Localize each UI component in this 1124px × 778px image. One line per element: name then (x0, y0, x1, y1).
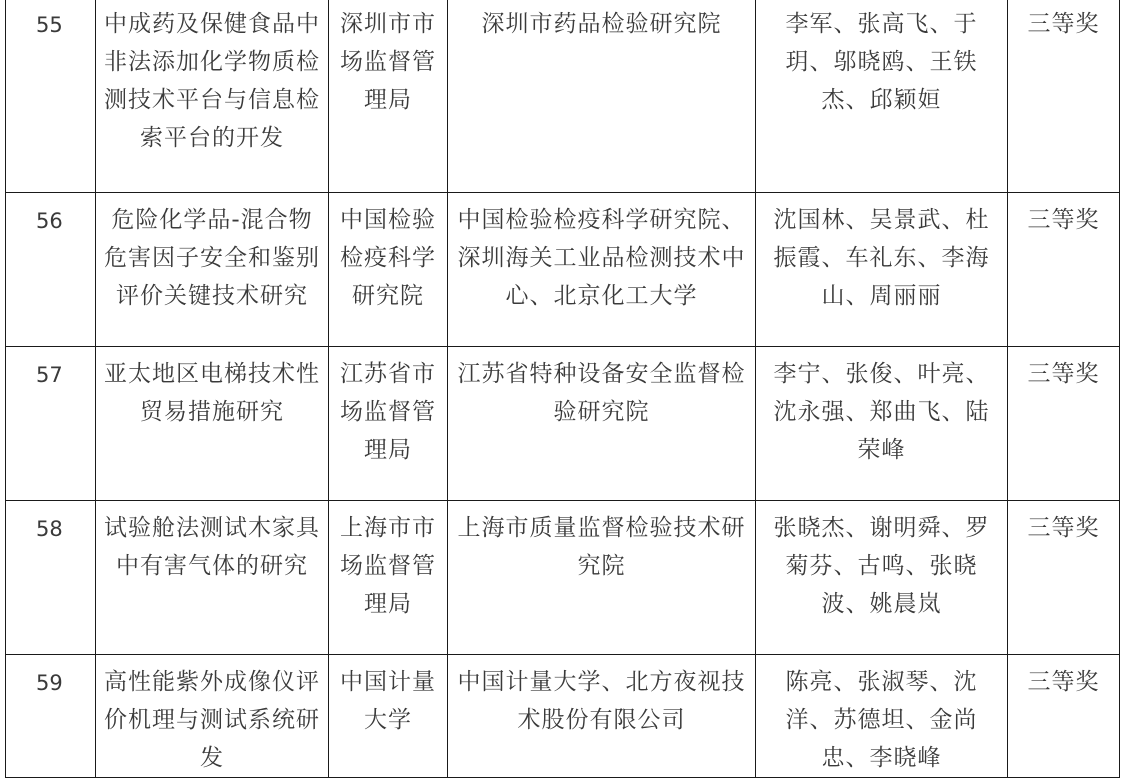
completing-persons-text: 陈亮、张淑琴、沈洋、苏德坦、金尚忠、李晓峰 (785, 669, 978, 771)
project-name (96, 501, 329, 655)
completing-persons-text: 李军、张高飞、于玥、邬晓鸥、王铁杰、邱颖姮 (785, 11, 978, 113)
project-name-text: 高性能紫外成像仪评价机理与测试系统研发 (104, 669, 320, 771)
project-name-text: 中成药及保健食品中非法添加化学物质检测技术平台与信息检索平台的开发 (104, 11, 320, 151)
completing-units (448, 655, 756, 778)
award-level (1008, 655, 1120, 778)
award-level-text: 三等奖 (1027, 515, 1100, 541)
completing-persons-text: 沈国林、吴景武、杜振霞、车礼东、李海山、周丽丽 (773, 207, 990, 309)
completing-persons (756, 347, 1008, 501)
project-name-text: 试验舱法测试木家具中有害气体的研究 (104, 515, 320, 579)
award-level (1008, 347, 1120, 501)
awards-table (5, 0, 1120, 778)
award-level-text: 三等奖 (1027, 207, 1100, 233)
completing-units (448, 0, 756, 193)
award-level-text: 三等奖 (1027, 11, 1100, 37)
nominating-unit (329, 347, 448, 501)
completing-units-text: 上海市质量监督检验技术研究院 (457, 515, 746, 579)
completing-persons (756, 655, 1008, 778)
project-name (96, 193, 329, 347)
completing-units (448, 193, 756, 347)
project-name (96, 655, 329, 778)
row-number: 56 (6, 193, 96, 347)
award-level-text: 三等奖 (1027, 361, 1100, 387)
nominating-unit (329, 0, 448, 193)
completing-persons (756, 0, 1008, 193)
table-row (6, 347, 1120, 501)
table-row (6, 501, 1120, 655)
award-level (1008, 0, 1120, 193)
nominating-unit-text: 江苏省市场监督管理局 (340, 361, 436, 463)
completing-units (448, 501, 756, 655)
completing-units-text: 深圳市药品检验研究院 (481, 11, 722, 37)
completing-persons-text: 张晓杰、谢明舜、罗菊芬、古鸣、张晓波、姚晨岚 (773, 515, 990, 617)
nominating-unit (329, 655, 448, 778)
completing-units (448, 347, 756, 501)
award-level (1008, 193, 1120, 347)
project-name (96, 347, 329, 501)
row-number: 58 (6, 501, 96, 655)
table-row (6, 655, 1120, 778)
completing-persons (756, 193, 1008, 347)
completing-units-text: 江苏省特种设备安全监督检验研究院 (457, 361, 746, 425)
project-name (96, 0, 329, 193)
nominating-unit (329, 501, 448, 655)
nominating-unit-text: 中国检验检疫科学研究院 (340, 207, 436, 309)
row-number: 59 (6, 655, 96, 778)
row-number: 57 (6, 347, 96, 501)
completing-persons-text: 李宁、张俊、叶亮、沈永强、郑曲飞、陆荣峰 (773, 361, 990, 463)
project-name-text: 危险化学品-混合物危害因子安全和鉴别评价关键技术研究 (104, 207, 320, 309)
table-row (6, 193, 1120, 347)
nominating-unit-text: 上海市市场监督管理局 (340, 515, 436, 617)
project-name-text: 亚太地区电梯技术性贸易措施研究 (104, 361, 320, 425)
nominating-unit (329, 193, 448, 347)
row-number: 55 (6, 0, 96, 193)
table-row (6, 0, 1120, 193)
completing-units-text: 中国计量大学、北方夜视技术股份有限公司 (457, 669, 746, 733)
completing-units-text: 中国检验检疫科学研究院、深圳海关工业品检测技术中心、北京化工大学 (457, 207, 746, 309)
completing-persons (756, 501, 1008, 655)
award-level (1008, 501, 1120, 655)
award-level-text: 三等奖 (1027, 669, 1100, 695)
nominating-unit-text: 中国计量大学 (340, 669, 436, 733)
nominating-unit-text: 深圳市市场监督管理局 (340, 11, 436, 113)
